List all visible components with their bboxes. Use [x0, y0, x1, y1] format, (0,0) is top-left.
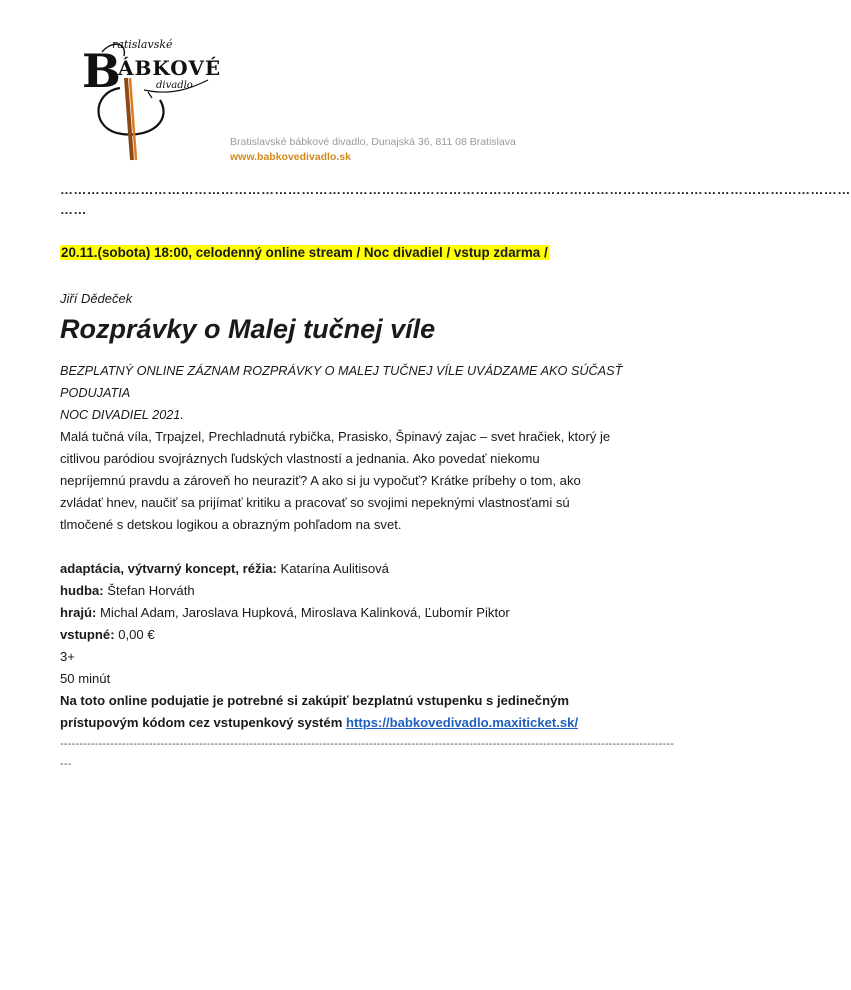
logo-script-bottom: divadlo — [156, 80, 193, 91]
credit-music — [60, 580, 675, 602]
ticket-link[interactable]: https://babkovedivadlo.maxiticket.sk/ — [345, 715, 579, 730]
event-intro — [60, 360, 675, 426]
organization-website[interactable]: www.babkovedivadlo.sk — [230, 151, 351, 163]
ticket-text-line1: Na toto online podujatie je potrebné si zakúpiť bezplatnú vstupenku s jedinečným — [60, 693, 569, 708]
credit-adaptation — [60, 558, 675, 580]
logo-letters-abkove: ÁBKOVÉ — [118, 56, 222, 80]
event-description — [60, 426, 672, 536]
ticket-info — [60, 690, 674, 734]
event-title: Rozprávky o Malej tučnej víle — [60, 314, 436, 344]
intro-line: NOC DIVADIEL 2021. — [60, 408, 184, 422]
event-credits — [60, 558, 675, 690]
event-highlight: 20.11.(sobota) 18:00, celodenný online stream / Noc divadiel / vstup zdarma / — [61, 245, 548, 260]
theatre-logo — [82, 30, 222, 162]
credit-label: vstupné: — [60, 627, 115, 642]
event-author: Jiří Dědeček — [60, 291, 133, 306]
dashed-separator-bottom: --------------------------------------------------------------------------------------------------------------------------------------------------------------- — [60, 738, 675, 750]
credit-entry — [60, 624, 675, 646]
description-line: Malá tučná víla, Trpajzel, Prechladnutá rybička, Prasisko, Špinavý zajac – svet hračiek, ktorý je — [60, 429, 611, 444]
logo-script-top: ratislavské — [112, 38, 173, 51]
credit-label: hudba: — [60, 583, 104, 598]
credit-value: Katarína Aulitisová — [280, 561, 389, 576]
description-line: nepríjemnú pravdu a zároveň ho neuraziť? A ako si ju vypočuť? Krátke príbehy o tom, ako — [60, 473, 581, 488]
credit-value: 0,00 € — [118, 627, 155, 642]
dotted-separator-top-continuation: …… — [60, 202, 87, 217]
credit-value: Štefan Horváth — [107, 583, 195, 598]
credit-value: Michal Adam, Jaroslava Hupková, Miroslava Kalinková, Ľubomír Piktor — [100, 605, 510, 620]
ticket-text-line2: prístupovým kódom cez vstupenkový systém — [60, 715, 343, 730]
age-rating: 3+ — [60, 649, 75, 664]
description-line: citlivou paródiou svojráznych ľudských vlastností a jednania. Ako povedať niekomu — [60, 451, 540, 466]
dotted-separator-top: …………………………………………………………………………………………………………………………………………………………… — [60, 182, 851, 197]
logo-letter-b: B — [82, 44, 121, 98]
dashed-separator-bottom-continuation: --- — [60, 758, 72, 770]
credit-cast — [60, 602, 675, 624]
credit-label: hrajú: — [60, 605, 97, 620]
credit-label: adaptácia, výtvarný koncept, réžia: — [60, 561, 277, 576]
duration: 50 minút — [60, 671, 111, 686]
description-line: zvládať hnev, naučiť sa prijímať kritiku a pracovať so svojimi nepeknými vlastnosťami sú — [60, 495, 570, 510]
description-line: tlmočené s detskou logikou a obrazným pohľadom na svet. — [60, 517, 402, 532]
organization-address: Bratislavské bábkové divadlo, Dunajská 36, 811 08 Bratislava — [230, 136, 516, 148]
intro-line: BEZPLATNÝ ONLINE ZÁZNAM ROZPRÁVKY O MALEJ TUČNEJ VÍLE UVÁDZAME AKO SÚČASŤ PODUJATIA — [60, 364, 623, 400]
